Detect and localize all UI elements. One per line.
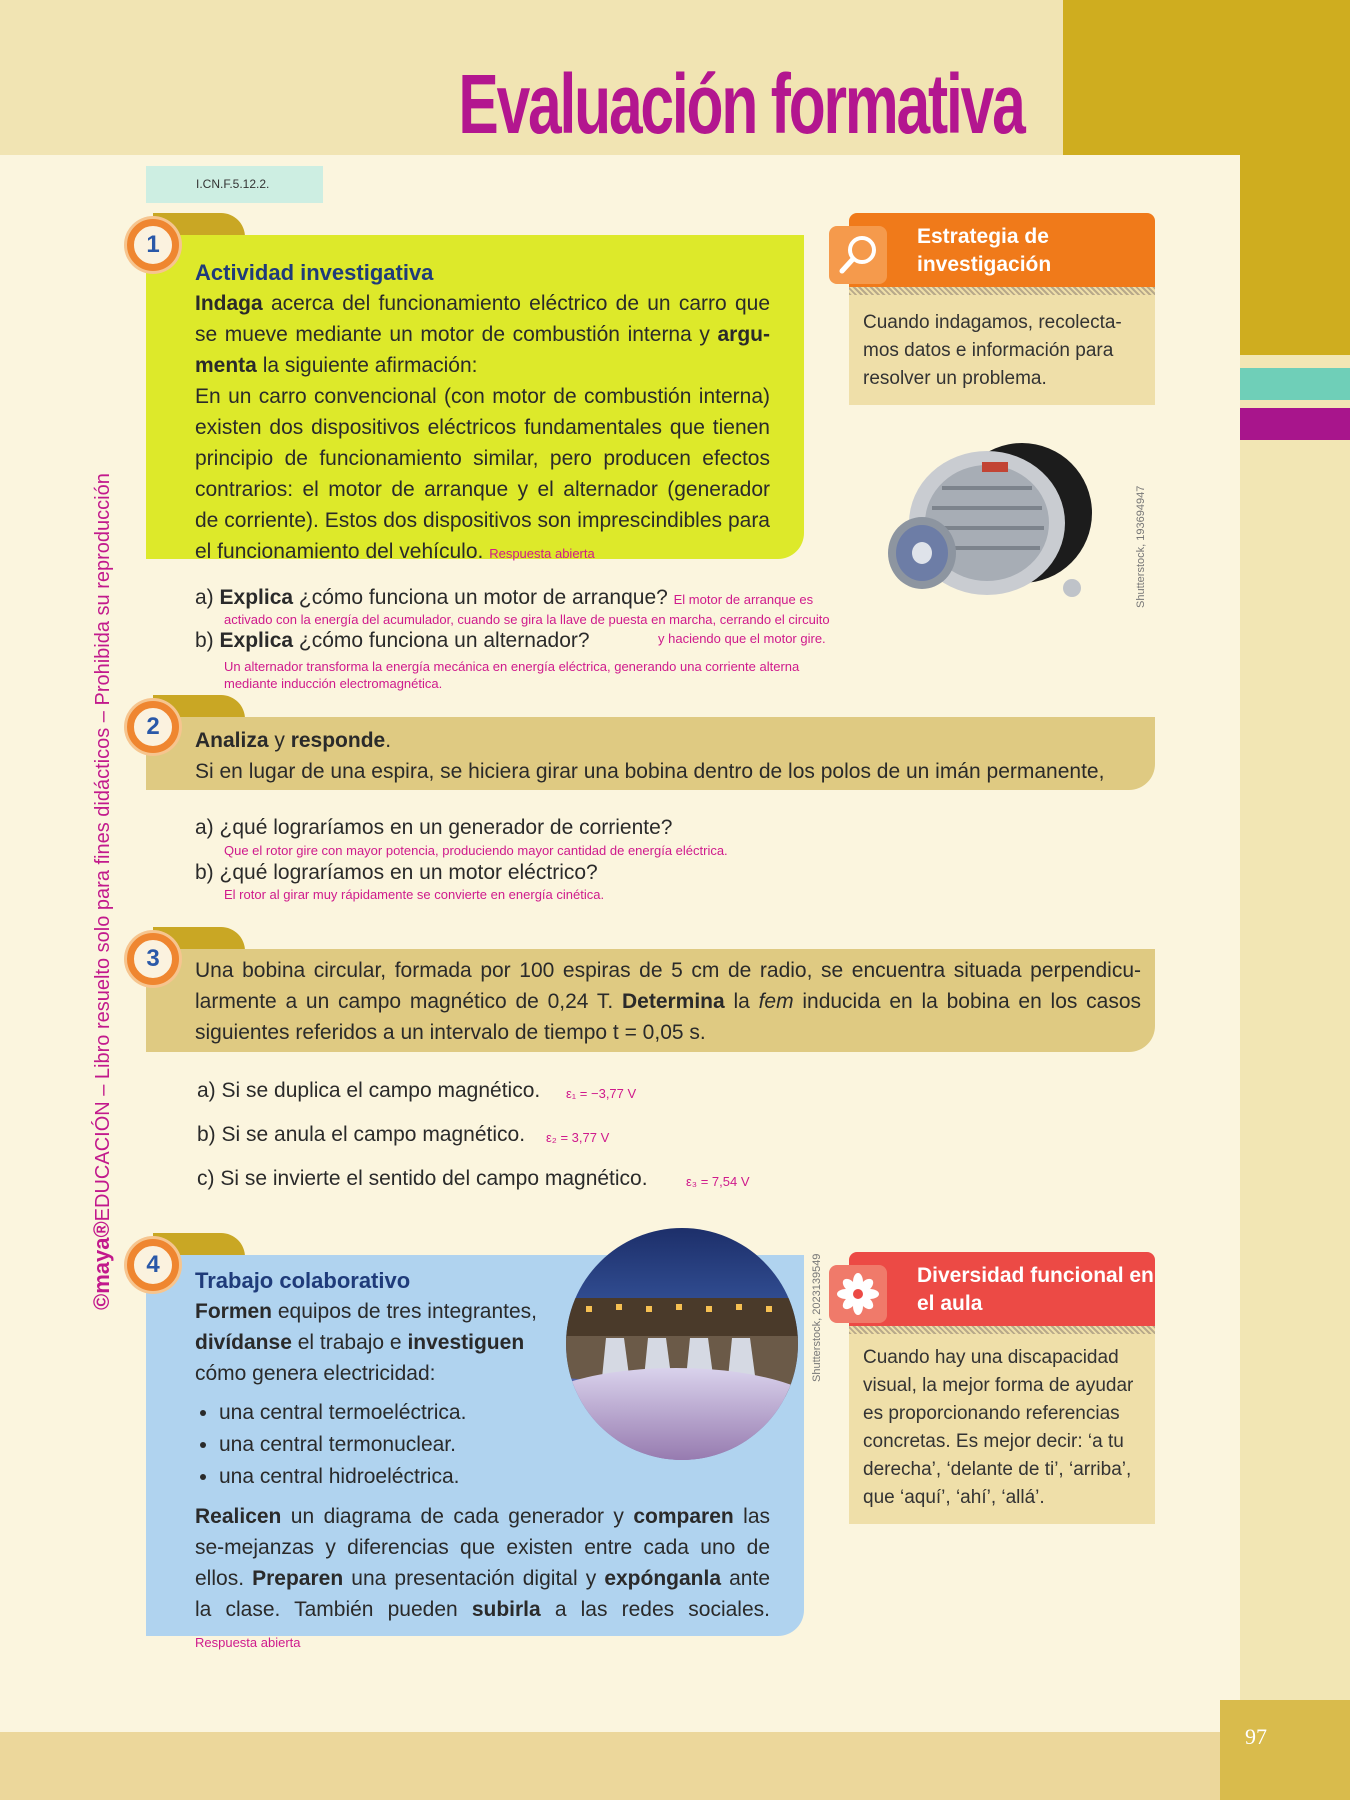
bold-subirla: subirla [471, 1598, 541, 1621]
page-title: Evaluación formativa [458, 57, 1024, 151]
bold-explica: Explica [219, 586, 294, 609]
activity-1-answer-a-line3: y haciendo que el motor gire. [658, 631, 826, 646]
asterisk-icon [829, 1265, 887, 1323]
activity-3-item-c [197, 1165, 648, 1193]
list-item: • una central termoeléctrica. [219, 1397, 770, 1429]
text: equipos de tres integrantes, [272, 1300, 538, 1323]
activity-1-item-b [195, 627, 590, 655]
item-text: Si se duplica el campo magnético. [221, 1079, 541, 1102]
bold-preparen: Preparen [252, 1567, 344, 1590]
bold-realicen: Realicen [195, 1505, 282, 1528]
item-label: a) [195, 586, 214, 609]
diversity-title: Diversidad funcional en el aula [917, 1264, 1154, 1315]
text: ante la clase. También pueden [195, 1567, 771, 1621]
activity-4-heading: Trabajo colaborativo [195, 1268, 411, 1293]
activity-1-heading: Actividad investigativa [195, 260, 434, 285]
list-item: • una central termonuclear. [219, 1429, 770, 1461]
text: a las redes sociales. [540, 1598, 770, 1621]
strategy-title: Estrategia de investigación [917, 225, 1052, 276]
diversity-header [849, 1252, 1155, 1326]
hydroelectric-dam-image [566, 1228, 798, 1460]
strategy-header [849, 213, 1155, 287]
magenta-stripe [1240, 408, 1350, 440]
activity-1-box [146, 235, 804, 563]
activity-2-item-a [195, 814, 672, 842]
bottom-band [0, 1732, 1350, 1800]
text: Una bobina circular, formada por 100 espiras de 5 cm de radio, se encuentra situada perpendicu-larmente a un campo magnético de 0,24 T. [195, 959, 1141, 1013]
activity-2-answer-a: Que el rotor gire con mayor potencia, produciendo mayor cantidad de energía eléctrica. [224, 843, 728, 858]
strategy-body: Cuando indagamos, recolecta-mos datos e información para resolver un problema. [849, 295, 1155, 405]
magnifier-icon [829, 226, 887, 284]
activity-1-item-a [195, 584, 813, 612]
activity-2-statement: Si en lugar de una espira, se hiciera girar una bobina dentro de los polos de un imán permanente, [195, 760, 1105, 783]
bold-comparen: comparen [633, 1505, 734, 1528]
activity-2-answer-b: El rotor al girar muy rápidamente se convierte en energía cinética. [224, 887, 605, 902]
item-label: a) [195, 816, 214, 839]
bold-argumenta: argu-menta [195, 323, 770, 377]
text: las se-mejanzas y diferencias que existen entre cada uno de ellos. [195, 1505, 770, 1590]
activity-1-paragraph-1 [195, 288, 770, 381]
activity-3-item-a [197, 1077, 540, 1105]
activity-1-answer-b: Un alternador transforma la energía mecánica en energía eléctrica, generando una corriente alterna mediante inducción electromagnética. [224, 659, 800, 691]
bold-dividanse: divídanse [195, 1331, 292, 1354]
photo-credit-dam: Shutterstock, 2023139549 [811, 1253, 823, 1382]
text: el trabajo e [291, 1331, 408, 1354]
item-label: b) [195, 861, 214, 884]
activity-1-paragraph-2 [195, 381, 770, 567]
teal-stripe [1240, 368, 1350, 400]
activity-3-answer-c: ε₃ = 7,54 V [686, 1174, 750, 1189]
bold-determina: Determina [621, 990, 725, 1013]
item-text: Si se anula el campo magnético. [221, 1123, 526, 1146]
activity-2-item-b [195, 859, 598, 887]
bold-explica: Explica [219, 629, 294, 652]
activity-3-box [146, 949, 1155, 1052]
text: inducida en la bobina en los casos siguientes referidos a un intervalo de tiempo t = 0,05 s. [195, 990, 1142, 1044]
activity-4-tasks [195, 1501, 770, 1656]
answer-open: Respuesta abierta [195, 1635, 301, 1650]
item-label: b) [197, 1123, 216, 1146]
activity-1-answer-a-line2: activado con la energía del acumulador, cuando se gira la llave de puesta en marcha, cerrando el circuito [224, 612, 830, 627]
item-text: ¿cómo funciona un motor de arranque? [293, 586, 668, 609]
item-label: a) [197, 1079, 216, 1102]
diversity-divider [849, 1326, 1155, 1334]
activity-1-number-badge: 1 [127, 219, 179, 271]
text: la siguiente afirmación: [256, 354, 478, 377]
text: un diagrama de cada generador y [281, 1505, 634, 1528]
bold-analiza: Analiza [195, 729, 269, 752]
bold-responde: responde [290, 729, 386, 752]
text: . [385, 729, 392, 752]
bold-exponganla: expónganla [604, 1567, 722, 1590]
activity-3-number-badge: 3 [127, 933, 179, 985]
activity-2-number-badge: 2 [127, 701, 179, 753]
copyright-text: EDUCACIÓN – Libro resuelto solo para fines didácticos – Prohibida su reproducción [92, 473, 114, 1222]
copyright-vertical [86, 473, 118, 1310]
activity-3-statement [195, 955, 1141, 1048]
strategy-divider [849, 287, 1155, 295]
text: cómo genera electricidad: [195, 1362, 436, 1385]
activity-3-item-b [197, 1121, 525, 1149]
activity-4-number-badge: 4 [127, 1239, 179, 1291]
list-item: • una central hidroeléctrica. [219, 1461, 770, 1493]
activity-3-answer-a: ε₁ = −3,77 V [566, 1086, 637, 1101]
copyright-brand: ©maya® [89, 1221, 114, 1310]
text: acerca del funcionamiento eléctrico de un carro que se mueve mediante un motor de combustión interna y [195, 292, 770, 346]
activity-3-answer-b: ε₂ = 3,77 V [546, 1130, 610, 1145]
bold-investiguen: investiguen [407, 1331, 525, 1354]
text: En un carro convencional (con motor de combustión interna) existen dos dispositivos eléctricos fundamentales que tienen principio de funcionamiento similar, pero producen efectos contrarios: el motor de arranque y el alternador (generador de corriente). Estos dos dispositivos son imprescindibles para el funcionamiento del vehículo. [195, 385, 770, 563]
answer-text: El motor de arranque es [673, 592, 814, 607]
item-text: ¿qué lograríamos en un motor eléctrico? [219, 861, 598, 884]
bold-formen: Formen [195, 1300, 273, 1323]
item-label: c) [197, 1167, 215, 1190]
item-text: ¿cómo funciona un alternador? [293, 629, 590, 652]
text: la [724, 990, 759, 1013]
activity-2-box [146, 717, 1155, 790]
bold-indaga: Indaga [195, 292, 263, 315]
photo-credit-alternator: Shutterstock, 193694947 [1135, 485, 1147, 608]
item-text: Si se invierte el sentido del campo magnético. [220, 1167, 648, 1190]
page-number: 97 [1220, 1700, 1350, 1800]
diversity-body: Cuando hay una discapacidad visual, la mejor forma de ayudar es proporcionando referencias concretas. Es mejor decir: ‘a tu derecha’, ‘delante de ti’, ‘arriba’, que ‘aquí’, ‘ahí’, ‘allá’. [849, 1334, 1155, 1524]
text: y [268, 729, 291, 752]
curriculum-code: I.CN.F.5.12.2. [146, 166, 323, 203]
italic-fem: fem [758, 990, 794, 1013]
item-label: b) [195, 629, 214, 652]
item-text: ¿qué lograríamos en un generador de corriente? [219, 816, 673, 839]
answer-open: Respuesta abierta [489, 546, 595, 561]
activity-2-instruction [195, 725, 1121, 756]
activity-4-intro [195, 1296, 555, 1389]
alternator-image [872, 428, 1102, 618]
text: una presentación digital y [343, 1567, 605, 1590]
